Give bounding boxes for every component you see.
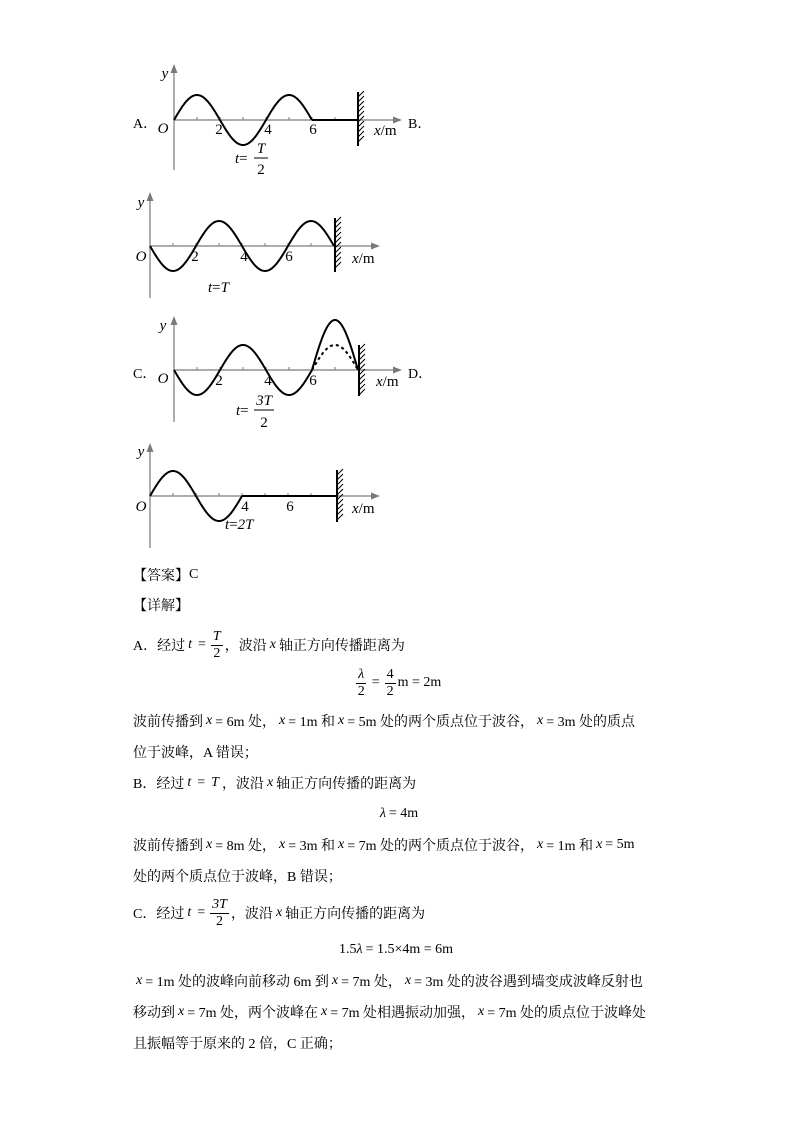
text-segment: = 8m 处， [215, 839, 277, 854]
var-x: x [269, 637, 276, 652]
var-x: x [136, 973, 143, 988]
x-axis-unit: /m [358, 501, 375, 517]
x-axis-variable: x [352, 251, 359, 267]
origin-label: O [135, 499, 147, 515]
text-segment: = 3m 和 [288, 839, 336, 854]
equals-sign: = [371, 675, 380, 690]
figure-a [133, 64, 431, 178]
text-segment: ，波沿 [224, 639, 267, 654]
y-axis-arrow [147, 443, 154, 452]
text-segment: ，波沿 [230, 907, 273, 922]
figure-b [136, 192, 380, 298]
text-segment: B．经过 [133, 777, 185, 792]
var-x: x [596, 837, 603, 852]
text-segment: = 4m [388, 806, 419, 821]
tick-label: 4 [240, 249, 248, 265]
text-segment: 位于波峰，A 错误； [133, 746, 258, 761]
text-segment: 轴正方向传播的距离为 [276, 777, 417, 792]
fraction [210, 897, 229, 930]
equals-sign: = [197, 775, 206, 790]
figure-d [136, 443, 380, 548]
fraction-numerator: 3T [212, 896, 227, 912]
fraction-numerator: λ [358, 666, 365, 682]
text-segment: ，波沿 [221, 777, 264, 792]
answer-value: C [189, 567, 199, 582]
text-segment: m = 2m [397, 675, 442, 690]
y-axis-arrow [147, 192, 154, 201]
var-x: x [321, 1004, 328, 1019]
text-segment: = 7m 处， [341, 975, 402, 990]
time-fraction-numerator: 3T [256, 393, 272, 409]
equals-sign: = [198, 637, 206, 652]
tick-label: 6 [309, 373, 317, 389]
var-x: x [275, 905, 283, 920]
var-lambda: λ [379, 806, 386, 821]
y-axis-label: y [137, 195, 145, 211]
x-axis-variable: x [374, 123, 381, 139]
fraction-denominator: 2 [357, 683, 365, 699]
text-segment: A．经过 [133, 639, 186, 654]
time-variable: t [225, 517, 230, 533]
x-axis-label [351, 251, 375, 267]
text-segment: = 5m 处的两个质点位于波谷， [347, 715, 535, 730]
detail-heading [133, 585, 189, 625]
var-x: x [478, 1004, 485, 1019]
tick-label: 2 [215, 373, 223, 389]
text-segment: 轴正方向传播距离为 [278, 639, 405, 654]
wave-figures [0, 0, 794, 560]
x-axis-unit: /m [358, 251, 375, 267]
time-label-prefix [236, 403, 249, 419]
text-segment: = 7m 处，两个波峰在 [187, 1006, 319, 1021]
origin-label: O [157, 371, 169, 387]
x-axis-variable: x [376, 374, 383, 390]
y-axis-label: y [161, 66, 169, 82]
var-x: x [178, 1004, 185, 1019]
fraction-numerator: 4 [386, 666, 394, 682]
y-axis-label: y [159, 318, 167, 334]
x-axis-arrow [393, 367, 402, 374]
var-t: t [187, 775, 192, 790]
time-label [208, 280, 231, 296]
option-c-label: C． [133, 367, 157, 382]
var-x: x [537, 713, 544, 728]
tick-label: 2 [191, 249, 199, 265]
origin-label: O [135, 249, 147, 265]
text-segment: = 5m [605, 837, 635, 852]
time-variable: t [208, 280, 213, 296]
origin-label: O [157, 121, 169, 137]
text-segment: 且振幅等于原来的 2 倍，C 正确； [133, 1037, 342, 1052]
x-axis-label [351, 501, 375, 517]
tick-label: 4 [264, 122, 272, 138]
tick-label: 4 [264, 373, 272, 389]
var-x: x [206, 837, 213, 852]
time-label-prefix [235, 151, 248, 167]
text-segment: = 7m 处的质点位于波峰处 [487, 1006, 647, 1021]
tick-label: 2 [215, 122, 223, 138]
text-segment: 移动到 [133, 1006, 175, 1021]
option-a-analysis-intro [133, 625, 405, 665]
var-period: T [211, 775, 219, 790]
x-axis-label [373, 123, 397, 139]
equals-sign: = [212, 280, 221, 296]
var-x: x [404, 973, 412, 988]
fraction-denominator: 2 [213, 645, 221, 661]
time-value: T [220, 280, 229, 296]
time-fraction-denominator: 2 [257, 162, 265, 178]
y-axis-arrow [171, 316, 178, 325]
text-segment: = 6m 处， [215, 715, 277, 730]
fraction [385, 667, 396, 700]
text-segment: C．经过 [133, 907, 185, 922]
tick-label: 6 [285, 249, 293, 265]
tick-label: 6 [286, 499, 294, 515]
fraction [211, 629, 223, 662]
time-value: 2T [237, 517, 254, 533]
equals-sign: = [239, 151, 248, 167]
var-x: x [331, 973, 339, 988]
fraction [356, 667, 367, 700]
text-segment: = 1.5×4m = 6m [365, 942, 454, 957]
option-a-label: A． [133, 117, 158, 132]
var-x: x [266, 775, 274, 790]
fraction-denominator: 2 [386, 683, 394, 699]
var-x: x [338, 837, 345, 852]
fraction-numerator: T [212, 628, 221, 644]
text-segment: = 7m 处的两个质点位于波谷， [347, 839, 535, 854]
text-segment: 波前传播到 [133, 715, 203, 730]
x-axis-arrow [371, 243, 380, 250]
time-label [225, 517, 255, 533]
figure-c [133, 316, 432, 431]
equals-sign: = [197, 905, 206, 920]
text-segment: = 7m 处相遇振动加强， [330, 1006, 476, 1021]
superposed-crest-curve [312, 320, 358, 370]
text-segment: 轴正方向传播的距离为 [285, 907, 426, 922]
var-x: x [537, 837, 544, 852]
text-segment: 1.5 [338, 942, 357, 957]
text-segment: = 3m 处的波谷遇到墙变成波峰反射也 [414, 975, 643, 990]
text-segment: 波前传播到 [133, 839, 203, 854]
time-variable: t [235, 151, 240, 167]
detail-label: 【详解】 [133, 599, 189, 614]
y-axis-arrow [171, 64, 178, 73]
option-d-label: D． [408, 367, 433, 382]
var-x: x [338, 713, 345, 728]
text-segment: = 1m 和 [546, 839, 594, 854]
x-axis-unit: /m [380, 123, 397, 139]
tick-label: 6 [309, 122, 317, 138]
option-c-text-line-3 [133, 1023, 342, 1063]
option-b-text-line-2 [133, 856, 342, 896]
text-segment: = 3m 处的质点 [546, 715, 636, 730]
var-x: x [279, 713, 286, 728]
time-fraction-denominator: 2 [260, 415, 268, 431]
x-axis-variable: x [352, 501, 359, 517]
time-fraction-numerator: T [256, 141, 266, 157]
x-axis-unit: /m [382, 374, 399, 390]
fraction-denominator: 2 [216, 913, 224, 929]
var-x: x [279, 837, 286, 852]
var-x: x [206, 713, 213, 728]
x-axis-arrow [371, 493, 380, 500]
var-lambda: λ [356, 942, 363, 957]
option-c-analysis-intro [133, 893, 425, 933]
text-segment: = 1m 和 [288, 715, 336, 730]
time-variable: t [236, 403, 241, 419]
x-axis-label [375, 374, 399, 390]
y-axis-label: y [137, 444, 145, 460]
equals-sign: = [240, 403, 249, 419]
tick-label: 4 [241, 499, 249, 515]
option-a-formula [133, 663, 662, 703]
answer-label: 【答案】 [133, 569, 189, 584]
var-t: t [188, 637, 193, 652]
equals-sign: = [229, 517, 238, 533]
option-b-label: B． [408, 117, 432, 132]
text-segment: 处的两个质点位于波峰，B 错误； [133, 870, 342, 885]
var-t: t [187, 905, 192, 920]
text-segment: = 1m 处的波峰向前移动 6m 到 [145, 975, 329, 990]
